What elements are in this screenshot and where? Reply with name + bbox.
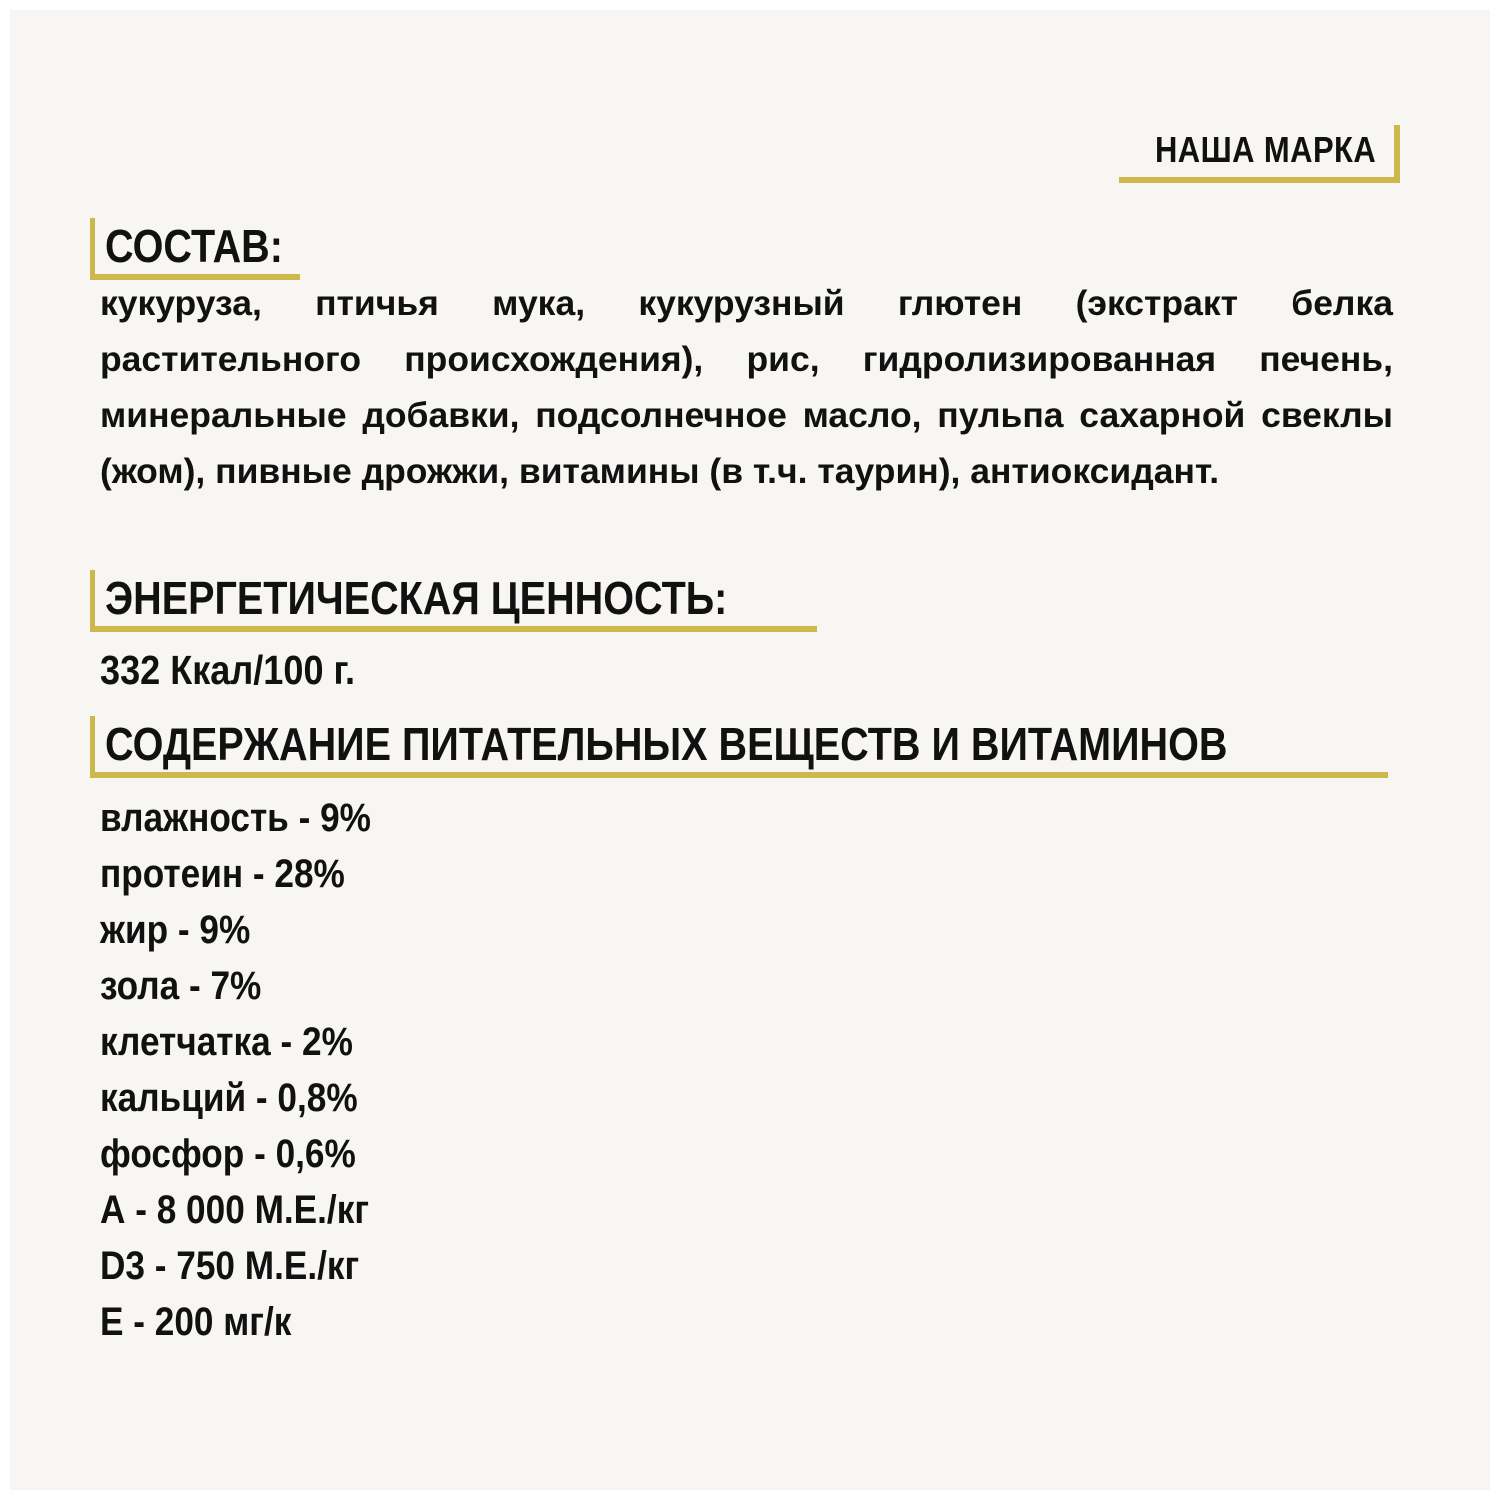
nutrient-item-ash: зола - 7%	[100, 964, 262, 1008]
energy-heading	[90, 570, 817, 632]
energy-value: 332 Ккал/100 г.	[100, 647, 355, 693]
nutrient-item-protein: протеин - 28%	[100, 852, 345, 896]
label-panel	[10, 10, 1490, 1490]
energy-heading-text: ЭНЕРГЕТИЧЕСКАЯ ЦЕННОСТЬ:	[105, 572, 728, 624]
nutrient-item-phosphorus: фосфор - 0,6%	[100, 1132, 356, 1176]
nutrient-item-vitamin-a: А - 8 000 М.Е./кг	[100, 1188, 369, 1232]
brand-badge	[1119, 125, 1400, 183]
nutrient-item-moisture: влажность - 9%	[100, 796, 371, 840]
composition-heading	[90, 218, 300, 280]
nutrient-item-vitamin-d3: D3 - 750 М.Е./кг	[100, 1244, 360, 1288]
nutrient-item-fat: жир - 9%	[100, 908, 251, 952]
nutrients-list	[100, 790, 408, 1350]
composition-text-body: кукуруза, птичья мука, кукурузный глютен (экстракт белка растительного происхождения), рис, гидролизированная печень, минеральные добавки, подсолнечное масло, пульпа сахарной свеклы (жом), пивные дрожжи, витамины (в т.ч. таурин), антиоксидант.	[100, 283, 1393, 491]
nutrient-item-calcium: кальций - 0,8%	[100, 1076, 358, 1120]
nutrient-item-fiber: клетчатка - 2%	[100, 1020, 353, 1064]
nutrients-heading-text: СОДЕРЖАНИЕ ПИТАТЕЛЬНЫХ ВЕЩЕСТВ И ВИТАМИНОВ	[105, 718, 1228, 770]
nutrient-item-vitamin-e: Е - 200 мг/к	[100, 1300, 292, 1344]
composition-text	[100, 275, 1393, 499]
nutrients-heading	[90, 716, 1388, 778]
brand-name: НАША МАРКА	[1154, 129, 1376, 170]
composition-heading-text: СОСТАВ:	[105, 220, 283, 272]
